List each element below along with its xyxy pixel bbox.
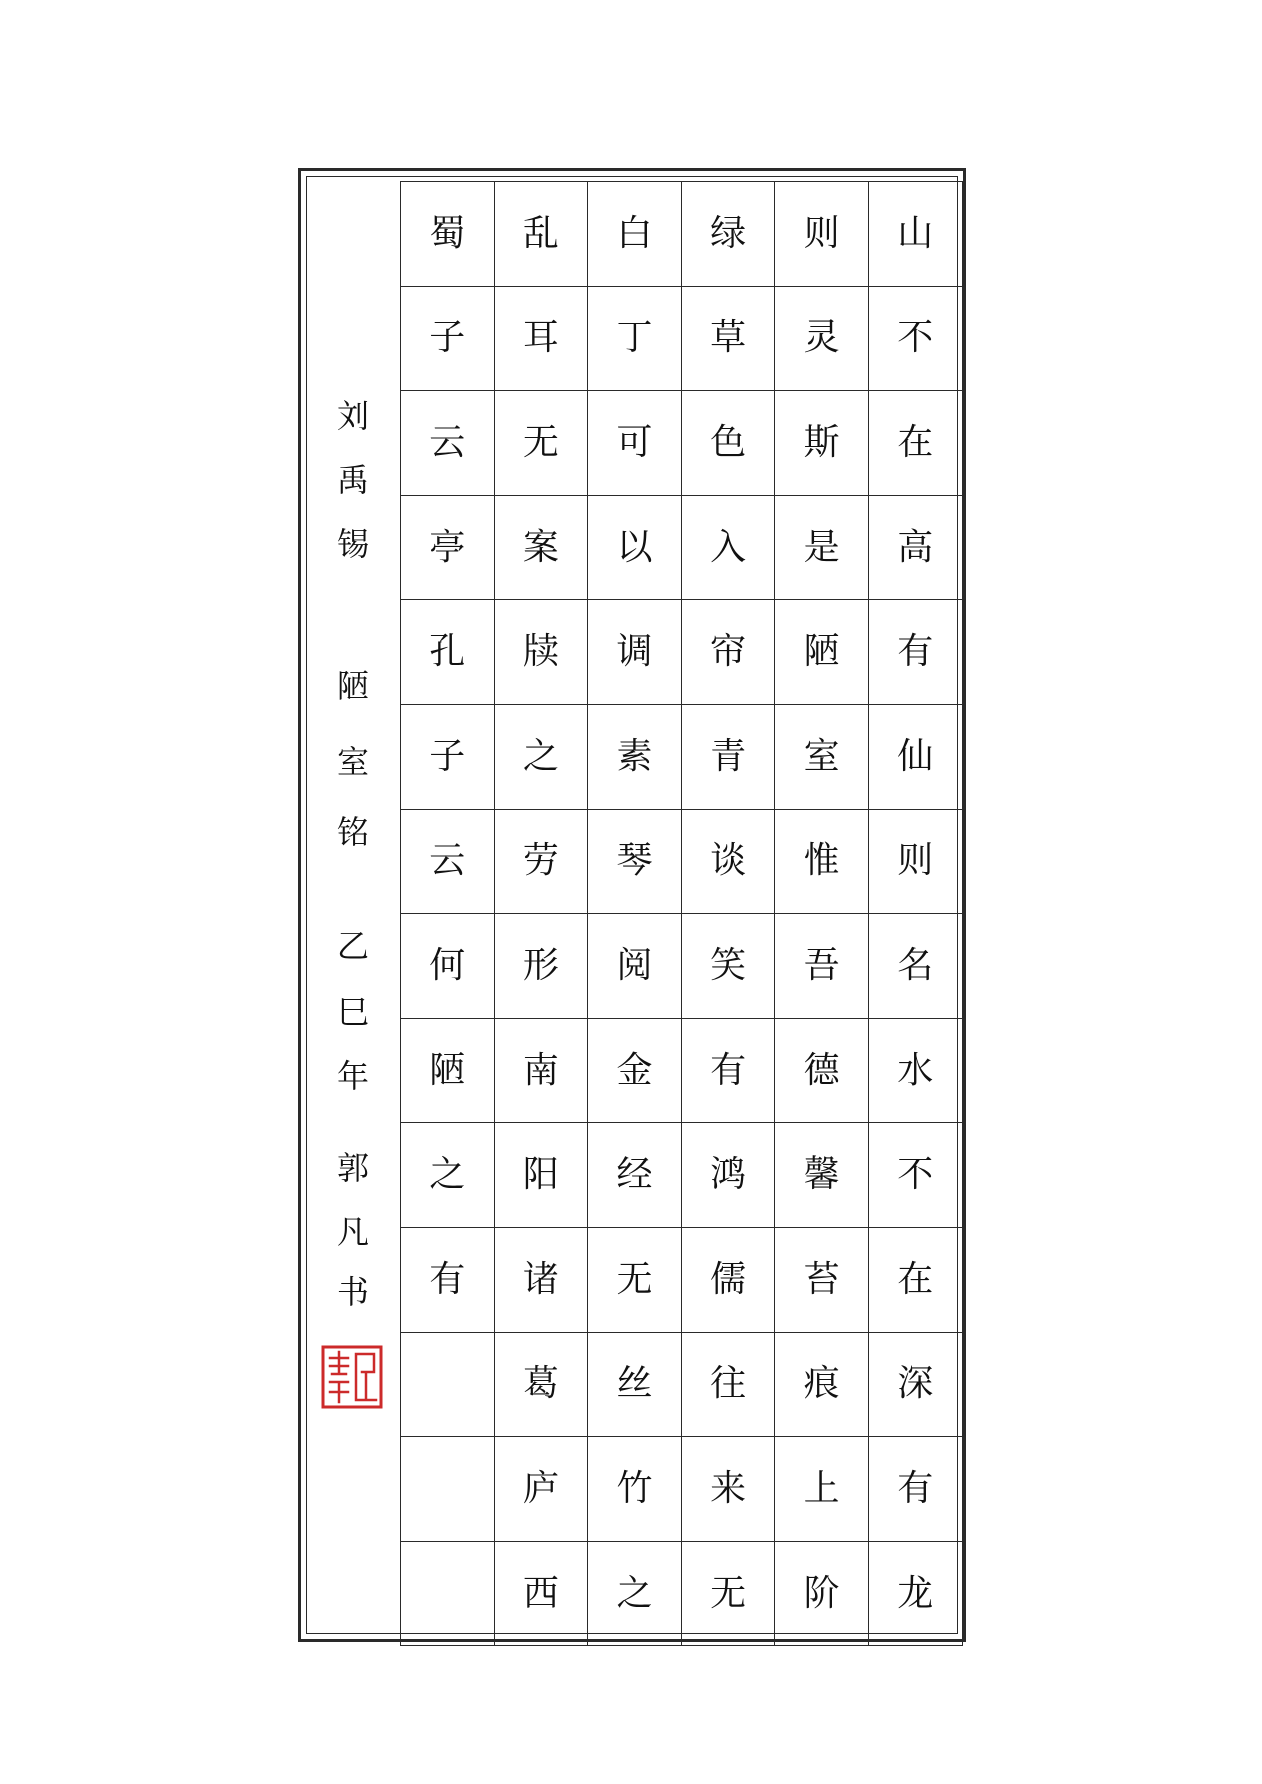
seal-stamp — [320, 1344, 384, 1410]
grid-cell: 深 — [868, 1332, 962, 1437]
grid-cell: 以 — [588, 495, 682, 600]
grid-cell: 则 — [868, 809, 962, 914]
grid-cell: 是 — [775, 495, 869, 600]
grid-cell: 帘 — [681, 600, 775, 705]
signature-char: 陋 — [336, 667, 369, 705]
grid-cell: 经 — [588, 1123, 682, 1228]
grid-cell: 无 — [494, 391, 588, 496]
grid-cell: 惟 — [775, 809, 869, 914]
grid-row — [401, 809, 963, 914]
grid-cell: 仙 — [868, 704, 962, 809]
grid-cell: 耳 — [494, 286, 588, 391]
grid-row — [401, 391, 963, 496]
signature-char: 巳 — [336, 993, 369, 1031]
grid-cell: 上 — [775, 1437, 869, 1542]
grid-cell: 高 — [868, 495, 962, 600]
grid-cell: 往 — [681, 1332, 775, 1437]
grid-cell: 调 — [588, 600, 682, 705]
grid-cell: 子 — [401, 704, 495, 809]
signature-char: 年 — [336, 1057, 369, 1095]
grid-cell: 陋 — [775, 600, 869, 705]
grid-cell: 丁 — [588, 286, 682, 391]
grid-cell: 鸿 — [681, 1123, 775, 1228]
grid-row — [401, 914, 963, 1019]
grid-cell: 绿 — [681, 182, 775, 287]
grid-cell: 竹 — [588, 1437, 682, 1542]
poem-grid — [400, 181, 963, 1646]
grid-cell: 可 — [588, 391, 682, 496]
grid-row — [401, 1123, 963, 1228]
signature-char: 郭 — [336, 1149, 369, 1187]
grid-cell: 龙 — [868, 1541, 962, 1646]
grid-cell: 在 — [868, 1227, 962, 1332]
signature-char: 锡 — [336, 525, 369, 563]
grid-row — [401, 1018, 963, 1123]
grid-cell: 蜀 — [401, 182, 495, 287]
grid-cell: 青 — [681, 704, 775, 809]
grid-cell: 金 — [588, 1018, 682, 1123]
grid-cell: 子 — [401, 286, 495, 391]
signature-char: 禹 — [336, 461, 369, 499]
grid-cell: 诸 — [494, 1227, 588, 1332]
grid-cell: 阳 — [494, 1123, 588, 1228]
grid-cell: 何 — [401, 914, 495, 1019]
signature-char: 室 — [336, 743, 369, 781]
grid-cell: 入 — [681, 495, 775, 600]
grid-row — [401, 1227, 963, 1332]
grid-row — [401, 704, 963, 809]
grid-cell: 来 — [681, 1437, 775, 1542]
grid-cell: 有 — [868, 600, 962, 705]
signature-char: 乙 — [336, 927, 369, 965]
grid-cell: 庐 — [494, 1437, 588, 1542]
grid-cell: 斯 — [775, 391, 869, 496]
grid-cell: 有 — [868, 1437, 962, 1542]
grid-cell: 白 — [588, 182, 682, 287]
grid-cell: 陋 — [401, 1018, 495, 1123]
signature-char: 刘 — [336, 397, 369, 435]
grid-cell: 阅 — [588, 914, 682, 1019]
signature-column — [318, 397, 388, 1320]
grid-cell: 云 — [401, 809, 495, 914]
grid-cell: 色 — [681, 391, 775, 496]
grid-cell: 南 — [494, 1018, 588, 1123]
grid-cell: 形 — [494, 914, 588, 1019]
grid-cell: 西 — [494, 1541, 588, 1646]
grid-cell: 乱 — [494, 182, 588, 287]
grid-row — [401, 600, 963, 705]
grid-row — [401, 286, 963, 391]
grid-cell: 苔 — [775, 1227, 869, 1332]
grid-cell: 有 — [401, 1227, 495, 1332]
grid-cell: 之 — [401, 1123, 495, 1228]
grid-cell: 馨 — [775, 1123, 869, 1228]
grid-cell: 草 — [681, 286, 775, 391]
grid-cell: 有 — [681, 1018, 775, 1123]
grid-cell: 葛 — [494, 1332, 588, 1437]
grid-cell — [401, 1437, 495, 1542]
grid-cell: 不 — [868, 286, 962, 391]
grid-cell: 德 — [775, 1018, 869, 1123]
grid-cell: 阶 — [775, 1541, 869, 1646]
grid-cell: 山 — [868, 182, 962, 287]
grid-cell: 吾 — [775, 914, 869, 1019]
grid-cell: 案 — [494, 495, 588, 600]
grid-cell: 则 — [775, 182, 869, 287]
signature-char: 凡 — [336, 1213, 369, 1251]
signature-char: 书 — [336, 1273, 369, 1311]
grid-cell: 劳 — [494, 809, 588, 914]
grid-row — [401, 182, 963, 287]
grid-cell: 笑 — [681, 914, 775, 1019]
grid-cell: 云 — [401, 391, 495, 496]
grid-cell — [401, 1541, 495, 1646]
grid-cell: 灵 — [775, 286, 869, 391]
grid-cell: 牍 — [494, 600, 588, 705]
grid-cell: 亭 — [401, 495, 495, 600]
grid-cell: 儒 — [681, 1227, 775, 1332]
grid-cell: 室 — [775, 704, 869, 809]
grid-row — [401, 1332, 963, 1437]
grid-cell: 名 — [868, 914, 962, 1019]
grid-cell: 琴 — [588, 809, 682, 914]
grid-row — [401, 495, 963, 600]
grid-cell: 孔 — [401, 600, 495, 705]
grid-row — [401, 1541, 963, 1646]
grid-cell: 之 — [494, 704, 588, 809]
grid-cell: 素 — [588, 704, 682, 809]
signature-char: 铭 — [336, 813, 369, 851]
grid-cell: 丝 — [588, 1332, 682, 1437]
grid-cell: 在 — [868, 391, 962, 496]
grid-cell: 水 — [868, 1018, 962, 1123]
grid-cell — [401, 1332, 495, 1437]
grid-row — [401, 1437, 963, 1542]
grid-cell: 之 — [588, 1541, 682, 1646]
grid-cell: 不 — [868, 1123, 962, 1228]
grid-cell: 无 — [588, 1227, 682, 1332]
grid-cell: 痕 — [775, 1332, 869, 1437]
grid-cell: 无 — [681, 1541, 775, 1646]
grid-cell: 谈 — [681, 809, 775, 914]
